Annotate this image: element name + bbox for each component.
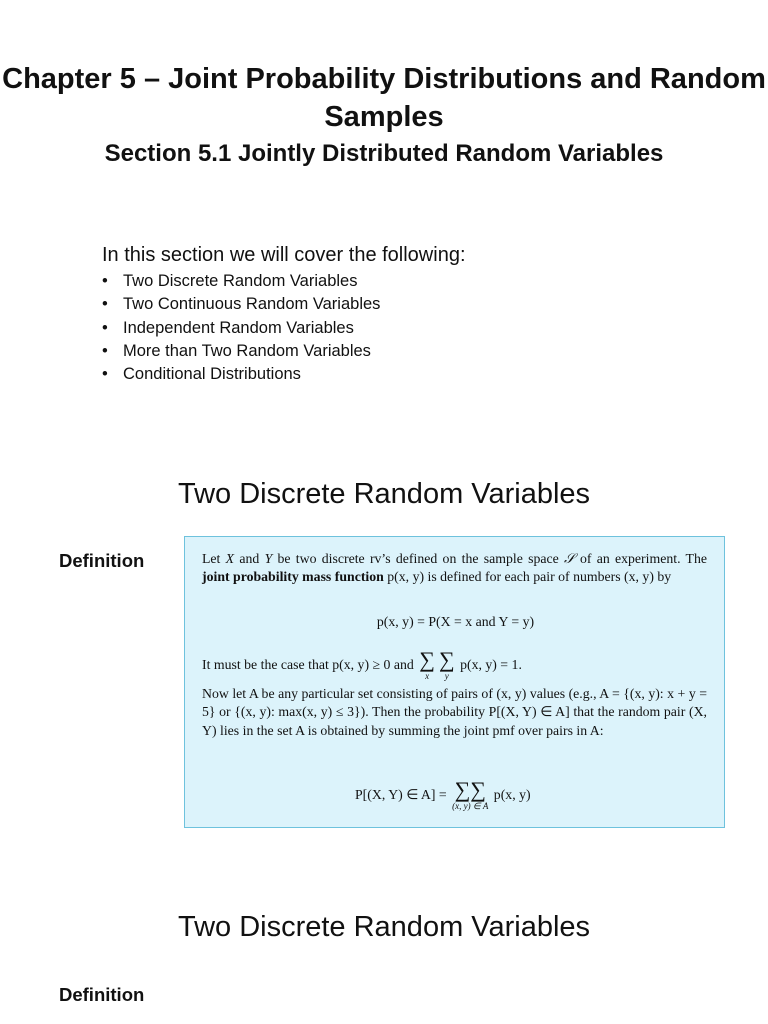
definition-paragraph-2: Now let A be any particular set consisting of pairs of (x, y) values (e.g., A = {(x, y): x + y = 5} or {(x, y): max(x, y) ≤ 3}). Then the probability P[(X, Y) ∈ A] that the random pair (X, Y) lies in the set A is obtained by summing the joint pmf over pairs in A: [202, 686, 707, 738]
var-y: Y [264, 551, 273, 566]
text-run: p(x, y) = 1. [460, 656, 522, 672]
topic-list [102, 270, 380, 386]
sum-over-y [439, 649, 455, 681]
slide-heading: Two Discrete Random Variables [177, 478, 591, 510]
topic-item: • Two Continuous Random Variables [102, 293, 380, 316]
topic-item: • Two Discrete Random Variables [102, 270, 380, 293]
sigma-pair [452, 779, 488, 801]
pmf-condition [202, 649, 522, 681]
sum-index: y [444, 671, 449, 681]
definition-paragraph-1 [202, 550, 707, 587]
var-x: X [225, 551, 235, 566]
chapter-title [0, 60, 768, 136]
term-joint-pmf: joint probability mass function [202, 569, 384, 585]
topic-item: • Independent Random Variables [102, 317, 380, 340]
text-run: of an experiment. The [574, 551, 707, 566]
section-title [0, 139, 768, 169]
sample-space-symbol: 𝒮 [564, 551, 575, 566]
equation-pmf: p(x, y) = P(X = x and Y = y) [376, 614, 535, 629]
text-run: It must be the case that p(x, y) ≥ 0 and [202, 656, 414, 672]
sigma-symbol: ∑ [419, 647, 435, 672]
chapter-title-text: Chapter 5 – Joint Probability Distributions and Random Samples [2, 63, 766, 133]
section-title-text: Section 5.1 Jointly Distributed Random Variables [104, 140, 664, 167]
double-sum [452, 779, 488, 811]
sum-index: (x, y) ∈ A [452, 801, 489, 811]
definition-label: Definition [59, 984, 145, 1005]
intro-lead: In this section we will cover the following: [102, 244, 466, 266]
topic-item: • More than Two Random Variables [102, 340, 380, 363]
slide-heading: Two Discrete Random Variables [177, 911, 591, 943]
text-run: and [234, 551, 265, 566]
sum-over-x [419, 649, 435, 681]
text-run: be two discrete rv’s defined on the sample space [272, 551, 564, 566]
definition-box [184, 536, 725, 828]
topic-item: • Conditional Distributions [102, 363, 380, 386]
equation-left: P[(X, Y) ∈ A] = [355, 786, 447, 802]
sum-index: x [425, 671, 430, 681]
sigma-symbol: ∑ [438, 647, 455, 672]
equation-probability [355, 779, 531, 811]
text-run: Let [202, 551, 226, 566]
text-run: p(x, y) is defined for each pair of numbers (x, y) by [383, 569, 672, 585]
sigma-symbol: ∑ [454, 777, 471, 802]
sigma-symbol: ∑ [470, 777, 486, 802]
equation-right: p(x, y) [493, 786, 531, 802]
definition-label: Definition [59, 550, 145, 571]
